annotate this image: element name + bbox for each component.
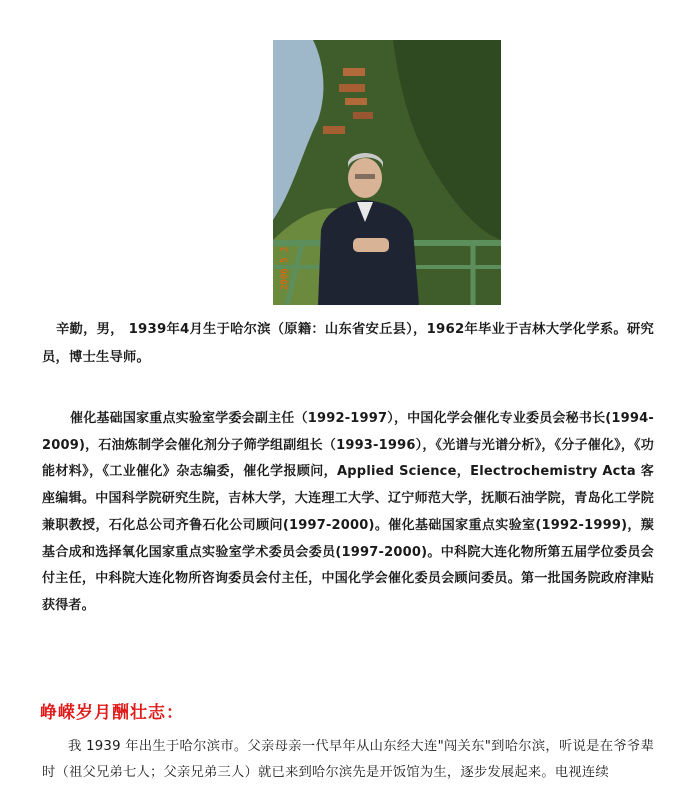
bio-intro-paragraph: 辛勤，男， 1939年4月生于哈尔滨（原籍：山东省安丘县），1962年毕业于吉林大学化学系。研究员，博士生导师。: [42, 322, 654, 365]
section-body-paragraph: 我 1939 年出生于哈尔滨市。父亲母亲一代早年从山东经大连"闯关东"到哈尔滨，听说是在爷爷辈时（祖父兄弟七人；父亲兄弟三人）就已来到哈尔滨先是开饭馆为生，逐步发展起来。电视连续: [42, 739, 654, 780]
portrait-photo: [273, 40, 501, 305]
section-heading: 峥嵘岁月酬壮志：: [40, 703, 184, 723]
portrait-photo-illustration: [273, 40, 501, 305]
bio-roles-paragraph: 催化基础国家重点实验室学委会副主任（1992-1997），中国化学会催化专业委员会秘书长(1994-2009)，石油炼制学会催化剂分子筛学组副组长（1993-1996），《光谱与光谱分析》，《分子催化》，《功能材料》，《工业催化》杂志编委，催化学报顾问，Applied Science，Electrochemistry Acta 客座编辑。中国科学院研究生院，吉林大学，大连理工大学、辽宁师范大学，抚顺石油学院，青岛化工学院兼职教授，石化总公司齐鲁石化公司顾问(1997-2000)。催化基础国家重点实验室(1992-1999)，羰基合成和选择氧化国家重点实验室学术委员会委员(1997-2000)。中科院大连化物所第五届学位委员会付主任，中科院大连化物所咨询委员会付主任，中国化学会催化委员会顾问委员。第一批国务院政府津贴获得者。: [42, 411, 654, 613]
photo-date-stamp: 2006 5 2: [280, 246, 290, 290]
